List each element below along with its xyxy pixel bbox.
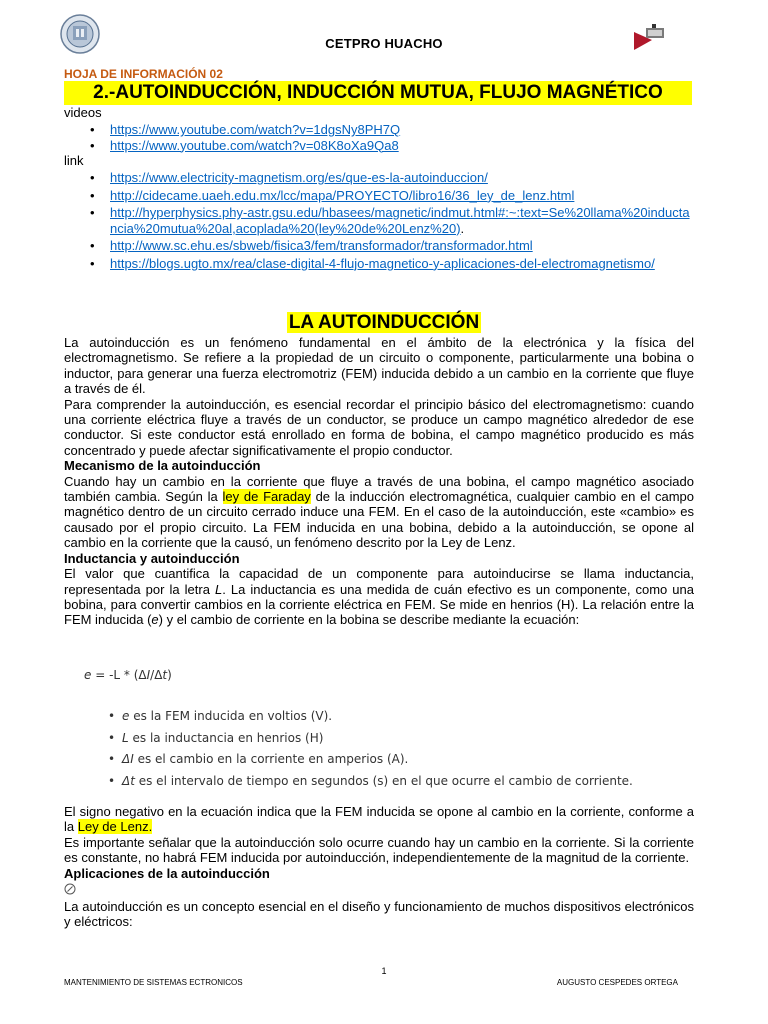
video-link-1[interactable]: https://www.youtube.com/watch?v=1dgsNy8PH7Q xyxy=(110,122,401,137)
paragraph: Cuando hay un cambio en la corriente que fluye a través de una bobina, el campo magnético asociado también cambia. Según la ley de Faraday de la inducción electromagnética, cualquier cambio en el campo magnético dentro de un circuito cerrado induce una FEM. En el caso de la autoinducción, este «cambio» es causado por el propio circuito. La FEM inducida en una bobina, debido a la autoinducción, se opone al cambio en la corriente que la causó, un fenómeno descrito por la Ley de Lenz. xyxy=(64,473,694,551)
page-number: 1 xyxy=(381,966,387,976)
list-item xyxy=(90,138,690,154)
list-item: • L es la inductancia en henrios (H) xyxy=(108,728,633,750)
video-link-2[interactable]: https://www.youtube.com/watch?v=08K8oXa9Qa8 xyxy=(110,137,399,153)
list-item xyxy=(90,238,690,254)
sheet-label: HOJA DE INFORMACIÓN 02 xyxy=(64,67,223,81)
list-item xyxy=(90,256,690,272)
paragraph: Para comprender la autoinducción, es esencial recordar el principio básico del electromagnetismo: cuando una corriente eléctrica fluye a través de un conductor, se produce un campo magnético alrededor de ese conductor. Si este conductor está enrollado en forma de bobina, el campo magnético producido es más concentrado y puede afectar significativamente el propio conductor. xyxy=(64,396,694,458)
list-item xyxy=(90,188,690,204)
paragraph: El valor que cuantifica la capacidad de un componente para autoinducirse se llama inductancia, representada por la letra L. La inductancia es una medida de cuán efectivo es un componente, como una bobina, para convertir cambios en la corriente eléctrica en FEM. Se mide en henrios (H). La relación entre la FEM inducida (e) y el cambio de corriente en la bobina se describe mediante la ecuación: xyxy=(64,566,694,628)
link-icon-row xyxy=(64,881,694,899)
videos-label: videos xyxy=(64,105,102,120)
footer-right: AUGUSTO CESPEDES ORTEGA xyxy=(556,978,678,987)
subheading-aplicaciones: Aplicaciones de la autoinducción xyxy=(64,865,270,881)
paragraph: El signo negativo en la ecuación indica que la FEM inducida se opone al cambio en la corriente, conforme a la Ley de Lenz. xyxy=(64,804,694,835)
link-icon[interactable] xyxy=(64,883,76,895)
list-item: • e es la FEM inducida en voltios (V). xyxy=(108,706,633,728)
list-item xyxy=(90,122,690,138)
paragraph: La autoinducción es un concepto esencial en el diseño y funcionamiento de muchos dispositivos electrónicos y eléctricos: xyxy=(64,899,694,930)
reference-link-4[interactable]: http://www.sc.ehu.es/sbweb/fisica3/fem/transformador/transformador.html xyxy=(110,238,533,253)
highlight-faraday: ley de Faraday xyxy=(222,489,311,505)
body-text-1 xyxy=(64,335,694,628)
body-text-2 xyxy=(64,804,694,930)
link-suffix: . xyxy=(460,220,465,236)
header-title: CETPRO HUACHO xyxy=(325,36,443,51)
reference-link-3[interactable]: http://hyperphysics.phy-astr.gsu.edu/hbasees/magnetic/indmut.html#:~:text=Se%20llama%20inductancia%20mutua%20al,acoplada%20(ley%20de%20Lenz%20) xyxy=(110,205,690,236)
reference-link-5[interactable]: https://blogs.ugto.mx/rea/clase-digital-4-flujo-magnetico-y-aplicaciones-del-electromagnetismo/ xyxy=(110,255,655,271)
paragraph: Es importante señalar que la autoinducción solo ocurre cuando hay un cambio en la corriente. Si la corriente es constante, no habrá FEM inducida por autoinducción, independientemente de la magnitud de la corriente. xyxy=(64,834,694,866)
footer-left: MANTENIMIENTO DE SISTEMAS ECTRONICOS xyxy=(64,978,243,987)
subheading-mecanismo: Mecanismo de la autoinducción xyxy=(64,458,261,474)
list-item xyxy=(90,205,690,236)
links-list xyxy=(90,170,690,271)
main-title: 2.-AUTOINDUCCIÓN, INDUCCIÓN MUTUA, FLUJO MAGNÉTICO xyxy=(64,81,692,105)
list-item: • ΔI es el cambio en la corriente en amperios (A). xyxy=(108,749,633,771)
list-item: • Δt es el intervalo de tiempo en segundos (s) en el que ocurre el cambio de corriente. xyxy=(108,771,633,793)
cetpro-logo xyxy=(632,22,668,52)
equation: e = -L * (ΔI/Δt) xyxy=(84,668,172,682)
section-title: LA AUTOINDUCCIÓN xyxy=(288,312,480,333)
link-label: link xyxy=(64,153,84,168)
subheading-inductancia: Inductancia y autoinducción xyxy=(64,550,240,566)
definition-list xyxy=(108,706,633,792)
reference-link-1[interactable]: https://www.electricity-magnetism.org/es/que-es-la-autoinduccion/ xyxy=(110,170,488,185)
list-item xyxy=(90,170,690,186)
paragraph: La autoinducción es un fenómeno fundamental en el ámbito de la electrónica y la física del electromagnetismo. Se refiere a la propiedad de un circuito o componente, particularmente una bobina o inductor, para generar una fuerza electromotriz (FEM) inducida debido a un cambio en la corriente que fluye a través de él. xyxy=(64,335,694,397)
highlight-lenz: Ley de Lenz. xyxy=(77,819,153,835)
videos-list xyxy=(90,122,690,153)
reference-link-2[interactable]: http://cidecame.uaeh.edu.mx/lcc/mapa/PROYECTO/libro16/36_ley_de_lenz.html xyxy=(110,187,575,203)
